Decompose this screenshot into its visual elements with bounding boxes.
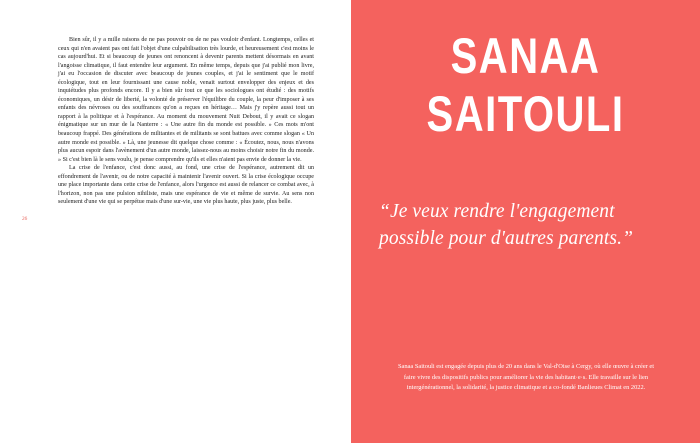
contributor-name (351, 28, 700, 143)
article-body (58, 36, 314, 207)
contributor-first-name: SANAA (450, 29, 601, 85)
paragraph: La crise de l'enfance, c'est donc aussi, au fond, une crise de l'espérance, autrement dit un effondrement de l'avenir, ou de notre capacité à maintenir l'avenir ouvert. Si la crise écologique occupe une place importante dans cette crise de l'enfance, alors l'urgence est aussi de relancer ce combat avec, à l'horizon, non pas une pulsion nihiliste, mais une espérance de vie et même de survie. Au sens non seulement d'une vie qui se perpétue mais d'une sur-vie, une vie plus haute, plus juste, plus belle. (58, 165, 314, 206)
pull-quote: “Je veux rendre l'engagement possible pour d'autres parents.” (379, 201, 634, 249)
bio-text: Sanaa Saitouli est engagée depuis plus de 20 ans dans le Val-d'Oise à Cergy, où elle œuvre à créer et faire vivre des dispositifs publics pour améliorer la vie des habitant·e·s. Elle travaille sur le lien intergénérationnel, la solidarité, la justice climatique et a co-fondé Banlieues Climat en 2022. (397, 363, 655, 392)
page-number: 26 (22, 216, 28, 222)
paragraph: Bien sûr, il y a mille raisons de ne pas pouvoir ou de ne pas vouloir d'enfant. Longtemps, celles et ceux qui n'en avaient pas ont fait l'objet d'une culpabilisation très lourde, et heureusement c'est moins le cas aujourd'hui. Et si beaucoup de jeunes ont renoncent à devenir parents mettent désormais en avant l'angoisse climatique, il faut entendre leur argument. En même temps, depuis que j'ai publié mon livre, j'ai eu l'occasion de discuter avec beaucoup de jeunes couples, et j'ai le sentiment que le motif écologique, tout en leur fournissant une cause noble, venait surtout envelopper des enjeux et des inquiétudes plus profonds encore. Il y a bien sûr tout ce que les sociologues ont étudié : des motifs économiques, un désir de liberté, la volonté de préserver l'équilibre du couple, la peur d'imposer à ses enfants des névroses ou des souffrances qu'on a reçues en héritage… Mais j'y repère aussi tout un rapport à la politique et à l'espérance. Au moment du mouvement Nuit Debout, il y avait ce slogan énigmatique sur un mur de la Nanterre : « Une autre fin du monde est possible. » Ces mots m'ont beaucoup frappé. Des générations de militantes et de militants se sont battues avec comme slogan « Un autre monde est possible. » Là, une jeunesse dit quelque chose comme : « Écoutez, nous, nous n'avons plus aucun espoir dans l'avènement d'un autre monde, laissez-nous au moins choisir notre fin du monde. » Si c'est bien là le sens voulu, je pense comprendre qu'ils et elles n'aient pas envie de donner la vie. (58, 37, 314, 163)
contributor-bio (392, 362, 660, 394)
contributor-last-name: SAITOULI (426, 87, 625, 143)
right-page (351, 0, 700, 443)
